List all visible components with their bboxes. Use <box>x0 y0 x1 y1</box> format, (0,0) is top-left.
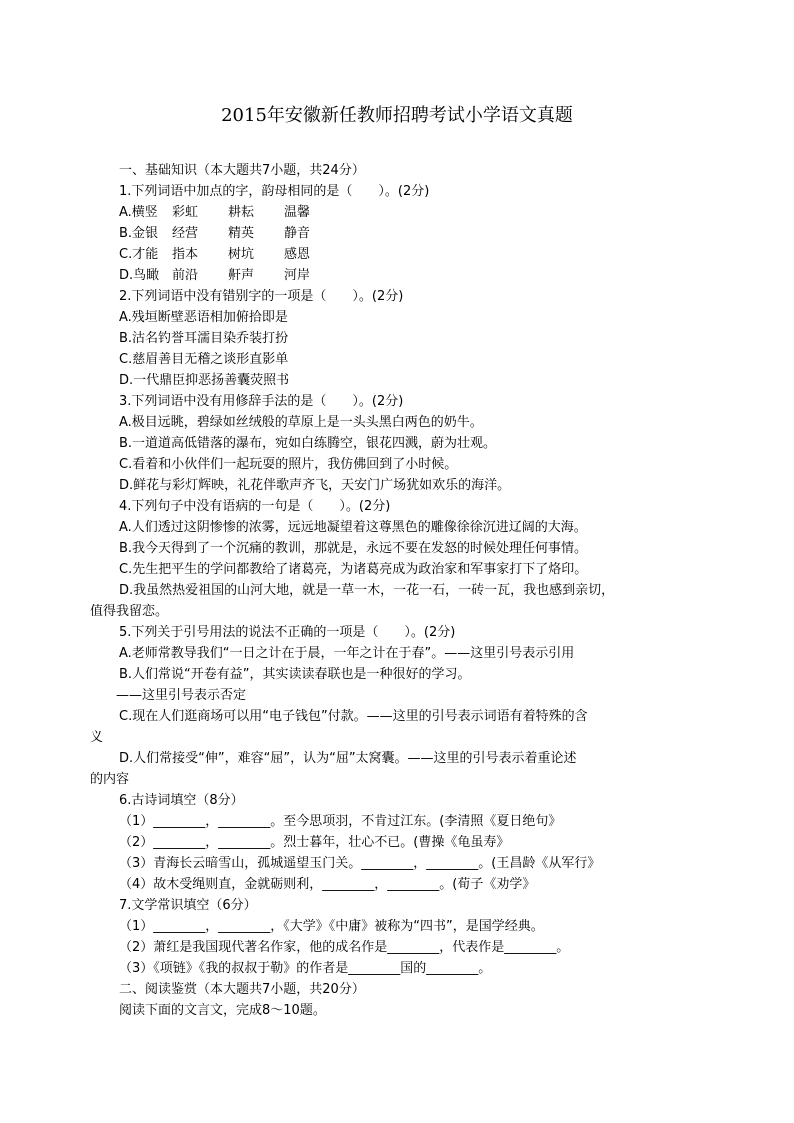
question-7-item-3: （3）《项链》《我的叔叔于勒》的作者是________国的________。 <box>119 961 492 976</box>
question-1-stem: 1.下列词语中加点的字，韵母相同的是（ ）。(2分) <box>119 184 430 199</box>
question-2-stem: 2.下列词语中没有错别字的一项是（ ）。(2分) <box>119 289 404 304</box>
question-1-option-b: B.金银 经营 精英 静音 <box>119 226 311 241</box>
section-2-intro: 阅读下面的文言文，完成8～10题。 <box>119 1003 326 1018</box>
question-3-stem: 3.下列词语中没有用修辞手法的是（ ）。(2分) <box>119 394 404 409</box>
question-5-option-b-cont: ——这里引号表示否定 <box>116 688 247 703</box>
question-6-item-1: （1）________，________。至今思项羽，不肯过江东。(李清照《夏日绝句》 <box>119 814 562 829</box>
question-4-stem: 4.下列句子中没有语病的一句是（ ）。(2分) <box>119 499 391 514</box>
question-1-option-a: A.横竖 彩虹 耕耘 温馨 <box>119 205 311 220</box>
question-6-item-4: （4）故木受绳则直，金就砺则利，________，________。(荀子《劝学》 <box>119 877 536 892</box>
question-3-option-b: B.一道道高低错落的瀑布，宛如白练腾空，银花四溅，蔚为壮观。 <box>119 436 497 451</box>
question-3-option-a: A.极目远眺，碧绿如丝绒般的草原上是一头头黑白两色的奶牛。 <box>119 415 483 430</box>
question-6-item-2: （2）________，________。烈士暮年，壮心不已。(曹操《龟虽寿》 <box>119 835 510 850</box>
page-title: 2015年安徽新任教师招聘考试小学语文真题 <box>221 105 573 126</box>
question-5-stem: 5.下列关于引号用法的说法不正确的一项是（ ）。(2分) <box>119 625 456 640</box>
question-1-option-c: C.才能 指本 树坑 感恩 <box>119 247 311 262</box>
section-2-header: 二、阅读鉴赏（本大题共7小题，共20分） <box>119 982 365 997</box>
question-2-option-b: B.沽名钓誉耳濡目染乔装打扮 <box>119 331 289 346</box>
exam-body <box>90 160 679 1021</box>
question-1-option-d: D.鸟瞰 前沿 鼾声 河岸 <box>119 268 311 283</box>
question-7-item-1: （1）________，________，《大学》《中庸》被称为“四书”，是国学经典。 <box>119 919 544 934</box>
question-5-option-c: C.现在人们逛商场可以用“电子钱包”付款。——这里的引号表示词语有着特殊的含 <box>119 709 588 724</box>
question-3-option-c: C.看着和小伙伴们一起玩耍的照片，我仿佛回到了小时候。 <box>119 457 458 472</box>
question-3-option-d: D.鲜花与彩灯辉映，礼花伴歌声齐飞，天安门广场犹如欢乐的海洋。 <box>119 478 511 493</box>
question-4-option-c: C.先生把平生的学问都教给了诸葛亮，为诸葛亮成为政治家和军事家打下了烙印。 <box>119 562 588 577</box>
question-6-item-3: （3）青海长云暗雪山，孤城遥望玉门关。________，________。(王昌龄《从军行》 <box>119 856 601 871</box>
question-4-option-d: D.我虽然热爱祖国的山河大地，就是一草一木，一花一石，一砖一瓦，我也感到亲切， <box>119 583 615 598</box>
question-5-option-d: D.人们常接受“伸”，难容“屈”，认为“屈”太窝囊。——这里的引号表示着重论述 <box>119 751 577 766</box>
question-2-option-a: A.残垣断壁恶语相加俯拾即是 <box>119 310 288 325</box>
section-1-header: 一、基础知识（本大题共7小题，共24分） <box>119 163 365 178</box>
question-4-option-d-cont: 值得我留恋。 <box>90 604 169 619</box>
question-5-option-c-cont: 义 <box>90 730 104 745</box>
question-6-stem: 6.古诗词填空（8分） <box>119 793 244 808</box>
question-7-stem: 7.文学常识填空（6分） <box>119 898 257 913</box>
question-2-option-c: C.慈眉善目无稽之谈形直影单 <box>119 352 289 367</box>
question-4-option-b: B.我今天得到了一个沉痛的教训，那就是，永远不要在发怒的时候处理任何事情。 <box>119 541 588 556</box>
question-2-option-d: D.一代鼎臣抑恶扬善囊荧照书 <box>119 373 290 388</box>
question-5-option-a: A.老师常教导我们“一日之计在于晨，一年之计在于春”。——这里引号表示引用 <box>119 646 575 661</box>
question-4-option-a: A.人们透过这阴惨惨的浓雾，远远地凝望着这尊黑色的雕像徐徐沉进辽阔的大海。 <box>119 520 587 535</box>
question-7-item-2: （2）萧红是我国现代著名作家，他的成名作是________，代表作是________。 <box>119 940 570 955</box>
question-5-option-d-cont: 的内容 <box>90 772 130 787</box>
question-5-option-b: B.人们常说“开卷有益”，其实读读春联也是一种很好的学习。 <box>119 667 471 682</box>
